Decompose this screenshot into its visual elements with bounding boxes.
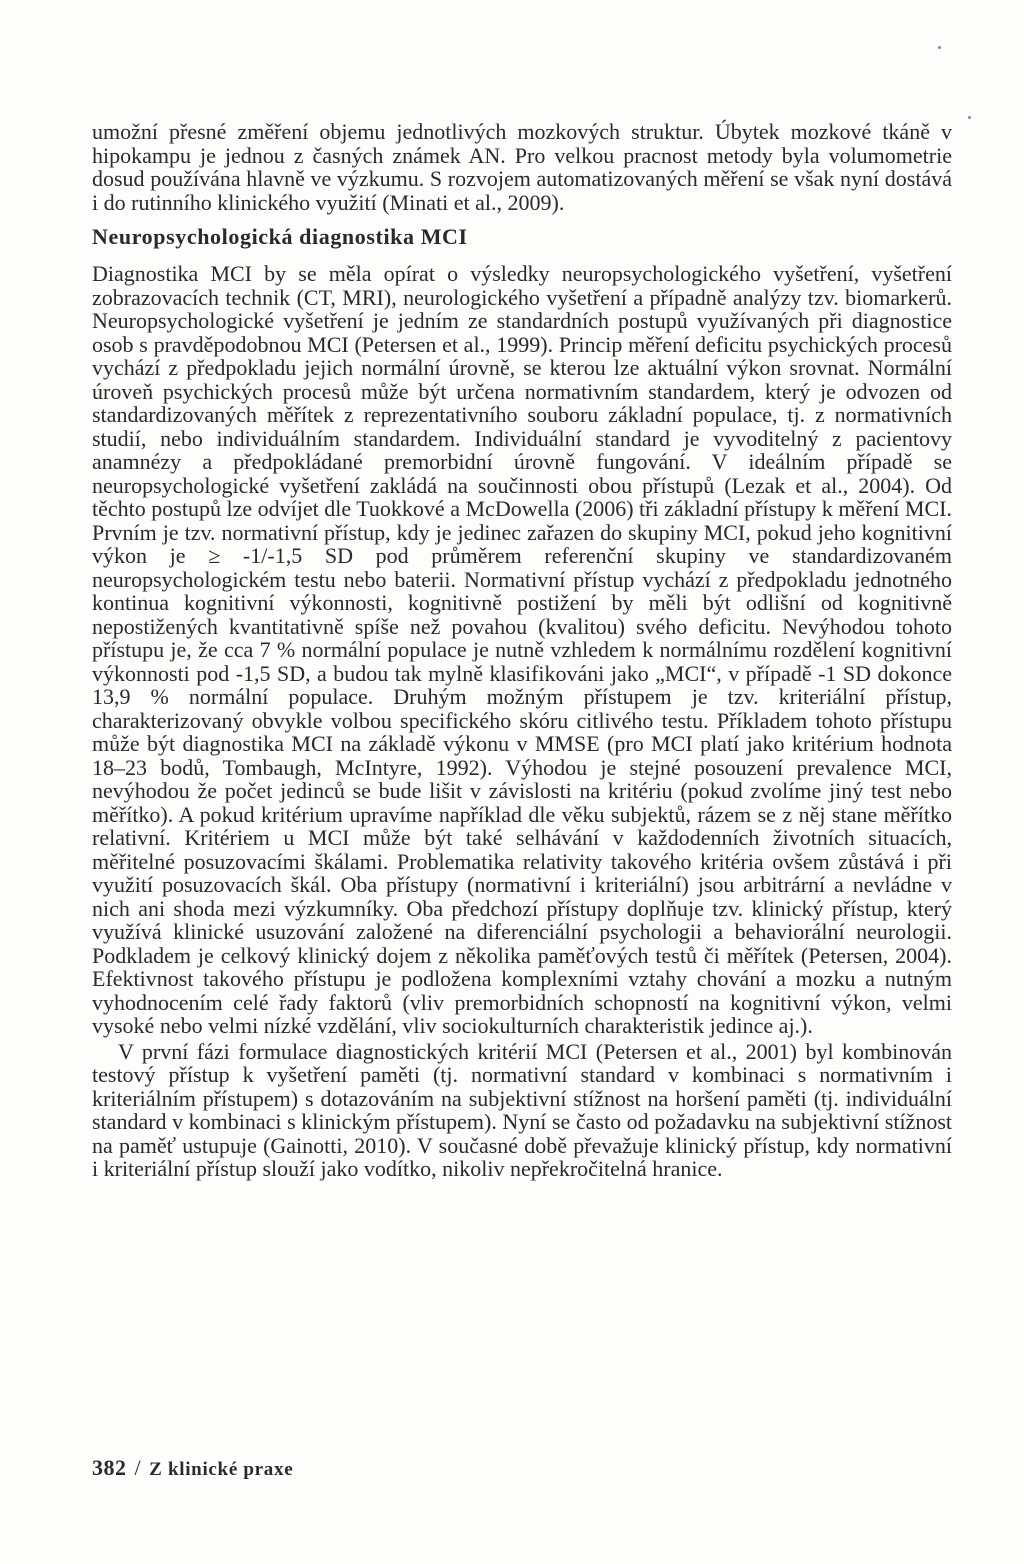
page-footer — [92, 1455, 293, 1481]
scan-speck — [968, 116, 971, 119]
page-number: 382 — [92, 1455, 127, 1480]
scan-speck — [938, 46, 941, 49]
section-heading: Neuropsychologická diagnostika MCI — [92, 224, 468, 249]
section-name: Z klinické praxe — [149, 1459, 294, 1480]
intro-paragraph: umožní přesné změření objemu jednotlivých mozkových struktur. Úbytek mozkové tkáně v hipokampu je jednou z časných známek AN. Pro velkou pracnost metody byla volumometrie dosud používána hlavně ve výzkumu. S rozvojem automatizovaných měření se však nyní dostává i do rutinního klinického využití (Minati et al., 2009). — [92, 119, 952, 215]
footer-separator: / — [134, 1455, 142, 1480]
body-paragraph: V první fázi formulace diagnostických kritérií MCI (Petersen et al., 2001) byl kombinován testový přístup k vyšetření paměti (tj. normativní standard v kombinaci s normativním i kriteriálním přístupem) s dotazováním na subjektivní stížnost na horšení paměti (tj. individuální standard v kombinaci s klinickým přístupem). Nyní se často od požadavku na subjektivní stížnost na paměť ustupuje (Gainotti, 2010). V současné době převažuje klinický přístup, kdy normativní i kriteriální přístup slouží jako vodítko, nikoliv nepřekročitelná hranice. — [92, 1038, 952, 1181]
body-paragraph: Diagnostika MCI by se měla opírat o výsledky neuropsychologického vyšetření, vyšetření zobrazovacích technik (CT, MRI), neurologického vyšetření a případně analýzy tzv. biomarkerů. Neuropsychologické vyšetření je jedním ze standardních postupů využívaných při diagnostice osob s pravděpodobnou MCI (Petersen et al., 1999). Princip měření deficitu psychických procesů vychází z předpokladu jejich normální úrovně, se kterou lze aktuální výkon srovnat. Normální úroveň psychických procesů může být určena normativním standardem, který je odvozen od standardizovaných měřítek z reprezentativního souboru základní populace, tj. z normativních studií, nebo individuálním standardem. Individuální standard je vyvoditelný z pacientovy anamnézy a předpokládané premorbidní úrovně fungování. V ideálním případě se neuropsychologické vyšetření zakládá na součinnosti obou přístupů (Lezak et al., 2004). Od těchto postupů lze odvíjet dle Tuokkové a McDowella (2006) tři základní přístupy k měření MCI. Prvním je tzv. normativní přístup, kdy je jedinec zařazen do skupiny MCI, pokud jeho kognitivní výkon je ≥ -1/-1,5 SD pod průměrem referenční skupiny ve standardizovaném neuropsychologickém testu nebo baterii. Normativní přístup vychází z předpokladu jednotného kontinua kognitivní výkonnosti, kognitivně postižení by měli být odlišní od kognitivně nepostižených kvantitativně spíše než povahou (kvalitou) svého deficitu. Nevýhodou tohoto přístupu je, že cca 7 % normální populace je nutně vzhledem k normálnímu rozdělení kognitivní výkonnosti pod -1,5 SD, a budou tak mylně klasifikováni jako „MCI“, v případě -1 SD dokonce 13,9 % normální populace. Druhým možným přístupem je tzv. kriteriální přístup, charakterizovaný obvykle volbou specifického skóru citlivého testu. Příkladem tohoto přístupu může být diagnostika MCI na základě výkonu v MMSE (pro MCI platí jako kritérium hodnota 18–23 bodů, Tombaugh, McIntyre, 1992). Výhodou je stejné posouzení prevalence MCI, nevýhodou že počet jedinců se bude lišit v závislosti na kritériu (pokud zvolíme jiný test nebo měřítko). A pokud kritérium upravíme například dle věku subjektů, rázem se z něj stane měřítko relativní. Kritériem u MCI může být také selhávání v každodenních životních situacích, měřitelné posuzovacími škálami. Problematika relativity takového kritéria ovšem zůstává i při využití posuzovacích škál. Oba přístupy (normativní i kriteriální) jsou arbitrární a nevládne v nich ani shoda mezi výzkumníky. Oba předchozí přístupy doplňuje tzv. klinický přístup, který využívá klinické usuzování založené na diferenciální psychologii a behaviorální neurologii. Podkladem je celkový klinický dojem z několika paměťových testů či měřítek (Petersen, 2004). Efektivnost takového přístupu je podložena komplexními vztahy chování a mozku a nutným vyhodnocením celé řady faktorů (vliv premorbidních schopností na kognitivní výkon, velmi vysoké nebo velmi nízké vzdělání, vliv sociokulturních charakteristik jedince aj.). — [92, 261, 952, 1038]
page-body — [92, 120, 952, 1181]
